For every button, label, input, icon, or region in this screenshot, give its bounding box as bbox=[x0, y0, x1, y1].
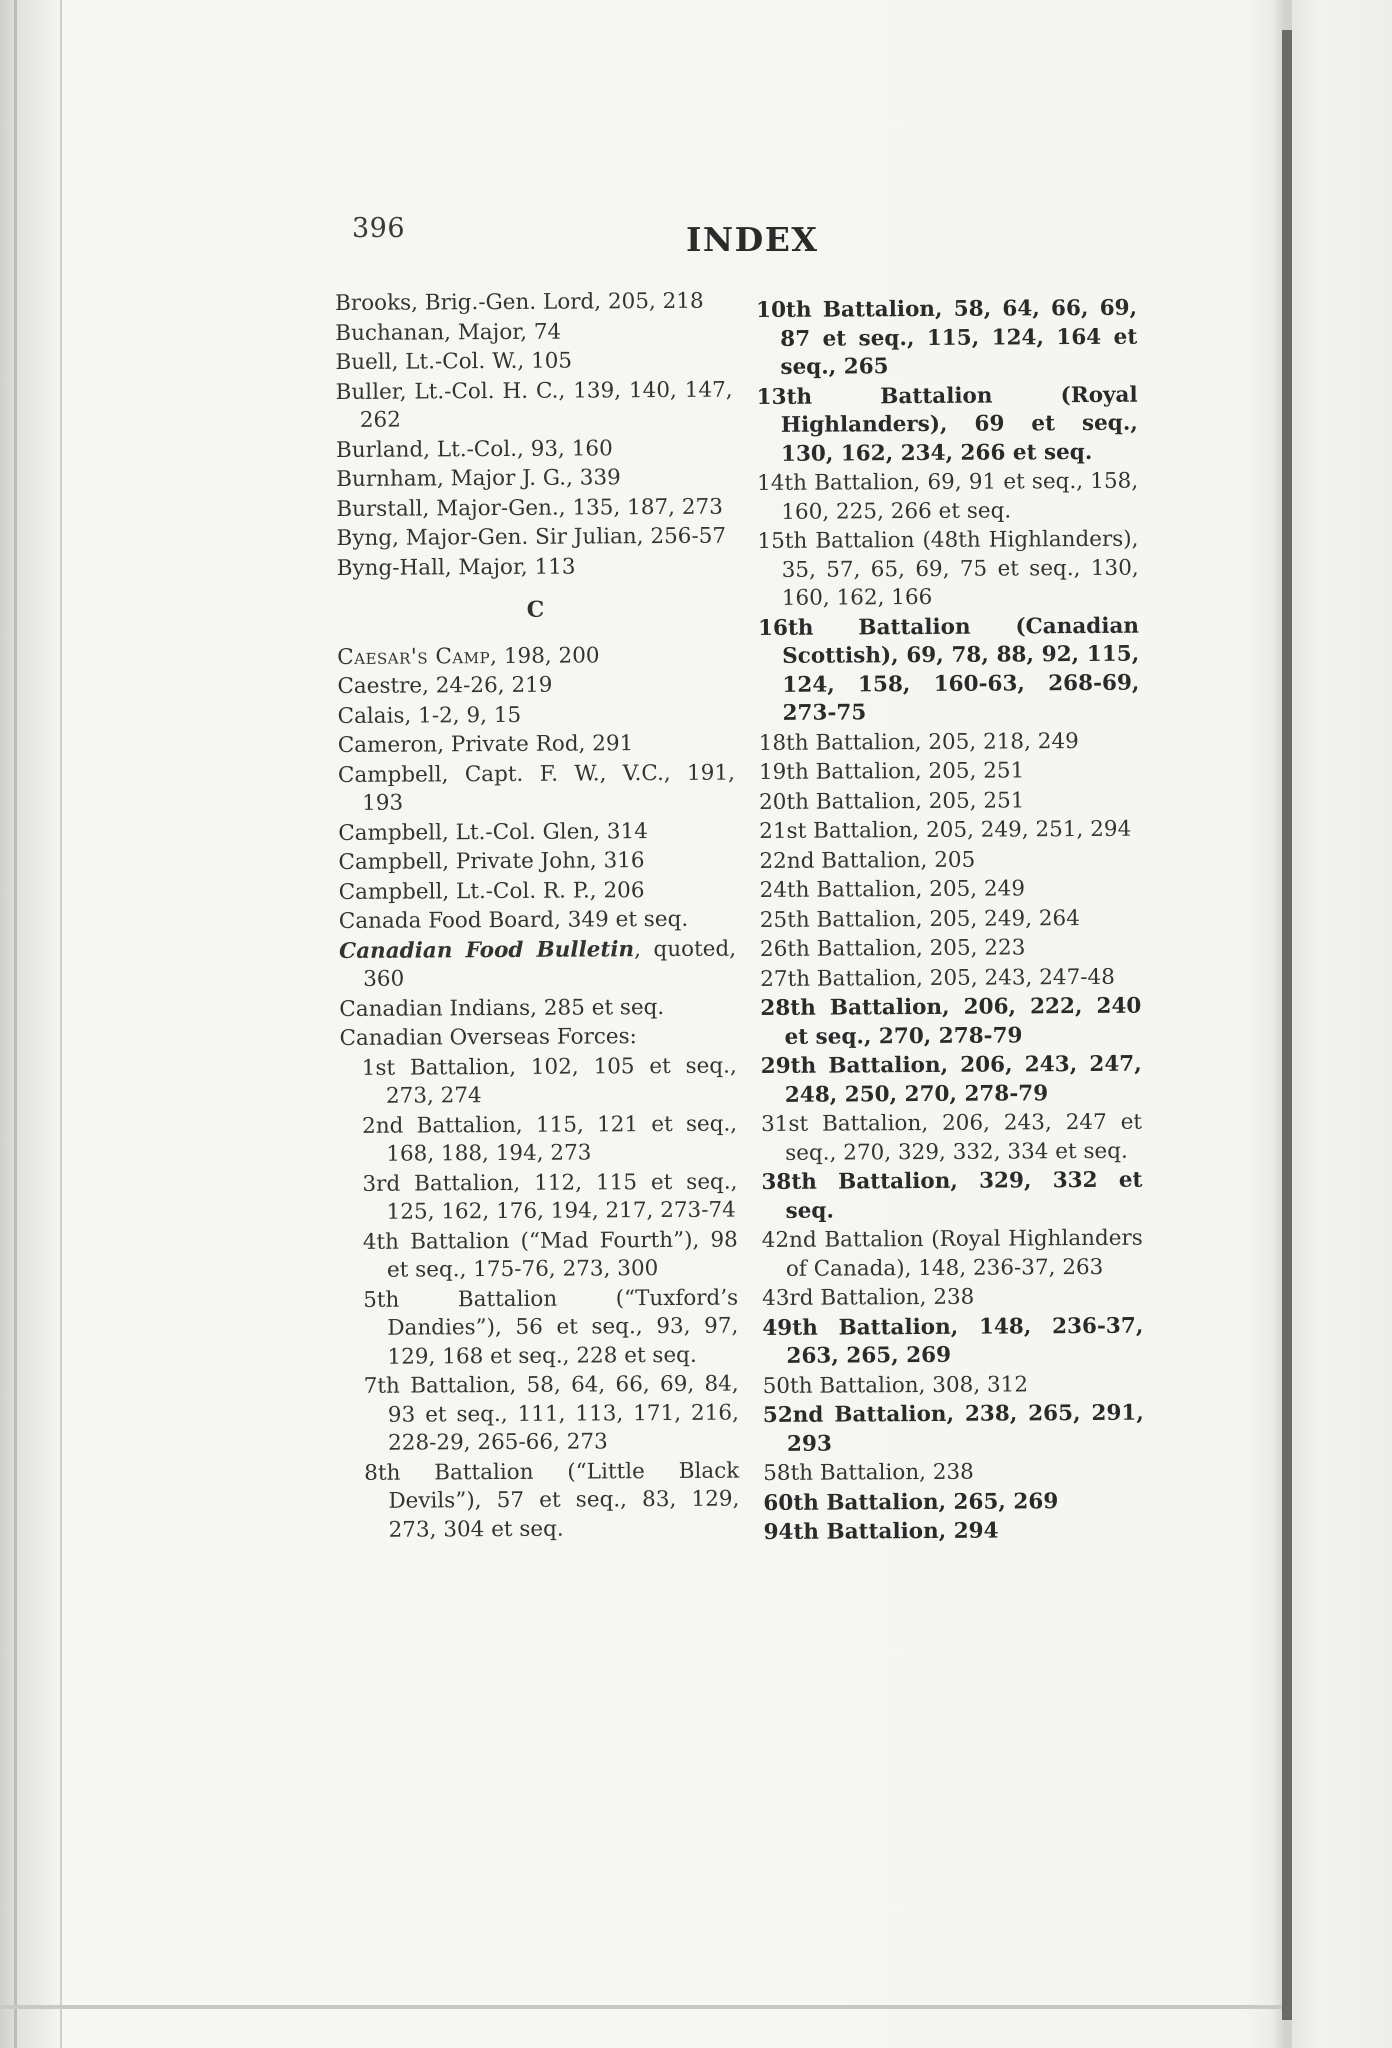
index-subentry: 3rd Battalion, 112, 115 et seq., 125, 162, 176, 194, 217, 273-74 bbox=[362, 1169, 738, 1225]
index-entry: Canadian Overseas Forces: bbox=[339, 1024, 637, 1051]
index-subentry: 24th Battalion, 205, 249 bbox=[759, 876, 1026, 903]
index-subentry: 29th Battalion, 206, 243, 247, 248, 250, 270, 278-79 bbox=[760, 1051, 1142, 1108]
index-entry: Caestre, 24-26, 219 bbox=[337, 672, 553, 699]
index-column-right bbox=[756, 295, 1145, 1549]
index-entry: Cameron, Private Rod, 291 bbox=[337, 731, 634, 758]
index-subentry: 1st Battalion, 102, 105 et seq., 273, 274 bbox=[361, 1053, 737, 1109]
index-subentry: 25th Battalion, 205, 249, 264 bbox=[759, 905, 1080, 933]
index-subentry: 7th Battalion, 58, 64, 66, 69, 84, 93 et seq., 111, 113, 171, 216, 228-29, 265-66, 273 bbox=[363, 1371, 739, 1456]
index-subentry: 42nd Battalion (Royal Highlanders of Canada), 148, 236-37, 263 bbox=[761, 1225, 1143, 1282]
index-entry: Campbell, Lt.-Col. R. P., 206 bbox=[338, 877, 645, 905]
index-subentry: 16th Battalion (Canadian Scottish), 69, 78, 88, 92, 115, 124, 158, 160-63, 268-69, 273-75 bbox=[757, 613, 1140, 726]
index-entry: Canada Food Board, 349 et seq. bbox=[338, 906, 689, 934]
index-entry: Canadian Indians, 285 et seq. bbox=[339, 994, 665, 1022]
index-entry: Calais, 1-2, 9, 15 bbox=[337, 702, 522, 729]
index-subentry: 38th Battalion, 329, 332 et seq. bbox=[761, 1167, 1143, 1224]
index-subentry: 28th Battalion, 206, 222, 240 et seq., 270, 278-79 bbox=[760, 993, 1142, 1050]
index-subentry: 2nd Battalion, 115, 121 et seq., 168, 188, 194, 273 bbox=[362, 1111, 738, 1167]
index-subentry: 60th Battalion, 265, 269 bbox=[763, 1488, 1059, 1516]
index-entry: Burland, Lt.-Col., 93, 160 bbox=[335, 435, 613, 463]
index-entry: Burstall, Major-Gen., 135, 187, 273 bbox=[336, 494, 723, 522]
page-number: 396 bbox=[352, 213, 406, 244]
page-edge-line bbox=[14, 0, 17, 2048]
index-subentry: 22nd Battalion, 205 bbox=[759, 847, 976, 874]
index-subentry: 5th Battalion (“Tuxford’s Dandies”), 56 et seq., 93, 97, 129, 168 et seq., 228 et seq. bbox=[363, 1285, 739, 1370]
index-subentry: 31st Battalion, 206, 243, 247 et seq., 270, 329, 332, 334 et seq. bbox=[760, 1109, 1143, 1166]
book-cover-margin bbox=[1292, 0, 1392, 2048]
index-subentry: 26th Battalion, 205, 223 bbox=[759, 935, 1026, 962]
index-subentry: 14th Battalion, 69, 91 et seq., 158, 160, 225, 266 et seq. bbox=[757, 468, 1139, 525]
index-entry: Buell, Lt.-Col. W., 105 bbox=[335, 348, 573, 375]
index-subentry: 20th Battalion, 205, 251 bbox=[759, 787, 1025, 815]
index-entry: Campbell, Lt.-Col. Glen, 314 bbox=[338, 818, 648, 846]
index-subentry: 13th Battalion (Royal Highlanders), 69 et seq., 130, 162, 234, 266 et seq. bbox=[756, 382, 1138, 467]
binding-shadow bbox=[0, 0, 60, 2048]
index-entry bbox=[339, 935, 736, 994]
page-edge-line bbox=[60, 0, 62, 2048]
index-subentry: 52nd Battalion, 238, 265, 291, 293 bbox=[762, 1400, 1144, 1457]
section-letter: C bbox=[526, 596, 545, 623]
entry-name-smallcaps: Caesar's Camp bbox=[337, 643, 491, 670]
index-entry: Campbell, Private John, 316 bbox=[338, 848, 645, 875]
index-subentry: 10th Battalion, 58, 64, 66, 69, 87 et seq., 115, 124, 164 et seq., 265 bbox=[756, 295, 1138, 380]
entry-title-italic: Canadian Food Bulletin bbox=[338, 936, 635, 964]
index-entry: Burnham, Major J. G., 339 bbox=[336, 465, 621, 492]
index-subentry: 94th Battalion, 294 bbox=[763, 1518, 999, 1545]
index-entry: Buller, Lt.-Col. H. C., 139, 140, 147, 262 bbox=[335, 377, 733, 433]
index-entry: Byng, Major-Gen. Sir Julian, 256-57 bbox=[336, 523, 727, 551]
index-entry: Brooks, Brig.-Gen. Lord, 205, 218 bbox=[335, 288, 704, 316]
index-subentry: 43rd Battalion, 238 bbox=[762, 1284, 975, 1311]
index-subentry: 50th Battalion, 308, 312 bbox=[762, 1371, 1029, 1399]
index-subentry: 58th Battalion, 238 bbox=[763, 1459, 974, 1486]
index-subentry: 18th Battalion, 205, 218, 249 bbox=[758, 728, 1079, 756]
index-entry: Buchanan, Major, 74 bbox=[335, 319, 562, 346]
index-subentry: 19th Battalion, 205, 251 bbox=[758, 758, 1025, 785]
book-cover-edge bbox=[1282, 30, 1292, 2020]
index-column-left bbox=[335, 288, 740, 1546]
index-subentry: 15th Battalion (48th Highlanders), 35, 57, 65, 69, 75 et seq., 130, 160, 162, 166 bbox=[757, 526, 1139, 611]
index-entry: Campbell, Capt. F. W., V.C., 191, 193 bbox=[337, 760, 736, 816]
page-title: INDEX bbox=[686, 220, 819, 259]
index-subentry: 8th Battalion (“Little Black Devils”), 57 et seq., 83, 129, 273, 304 et seq. bbox=[364, 1458, 740, 1543]
index-subentry: 21st Battalion, 205, 249, 251, 294 bbox=[759, 816, 1132, 844]
index-entry bbox=[337, 641, 734, 672]
index-subentry: 27th Battalion, 205, 243, 247-48 bbox=[760, 964, 1115, 992]
index-subentry: 49th Battalion, 148, 236-37, 263, 265, 269 bbox=[762, 1313, 1144, 1369]
index-subentry: 4th Battalion (“Mad Fourth”), 98 et seq., 175-76, 273, 300 bbox=[362, 1227, 738, 1283]
index-entry: Byng-Hall, Major, 113 bbox=[336, 554, 576, 581]
entry-pages: , 198, 200 bbox=[490, 642, 600, 669]
entry-pages: , quoted, 360 bbox=[363, 936, 737, 992]
page-bottom-edge bbox=[0, 2005, 1282, 2009]
